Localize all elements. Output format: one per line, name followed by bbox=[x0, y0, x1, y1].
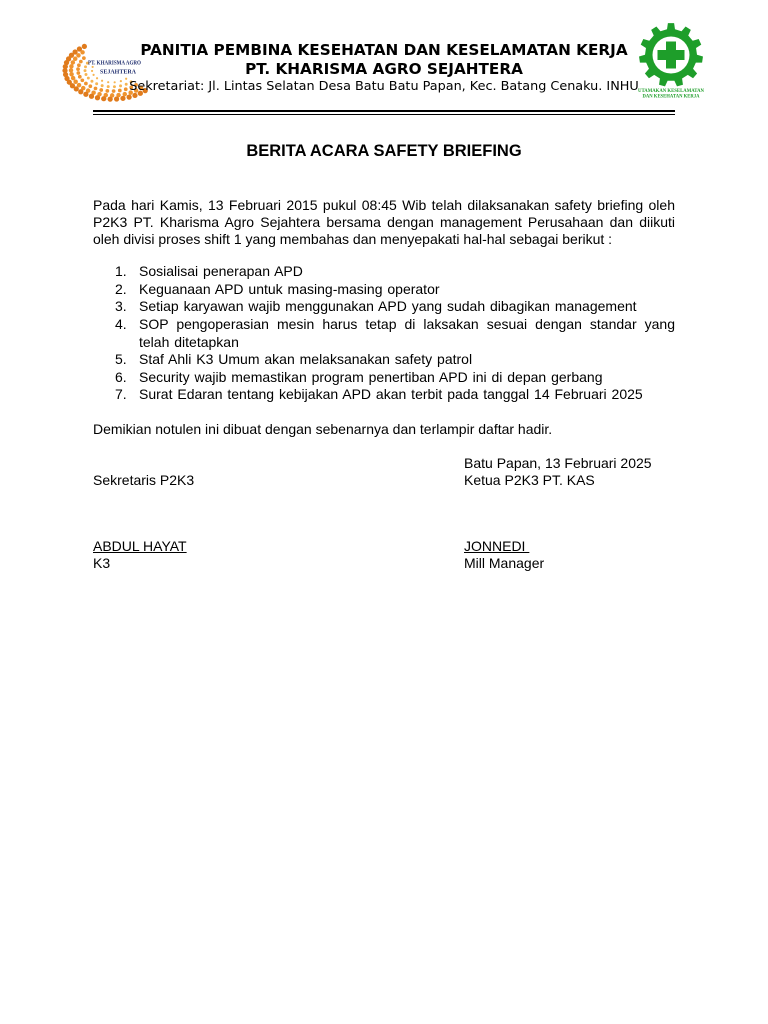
list-item-number: 7. bbox=[115, 386, 127, 403]
list-item bbox=[93, 298, 675, 316]
logo-dot bbox=[89, 94, 94, 99]
list-item bbox=[93, 281, 675, 299]
list-item bbox=[93, 369, 675, 387]
company-logo-text: PT. KHARISMA AGRO bbox=[88, 59, 141, 67]
committee-name: PANITIA PEMBINA KESEHATAN DAN KESELAMATAN KERJA bbox=[140, 41, 628, 59]
chairman-position: Mill Manager bbox=[464, 554, 545, 571]
k3-logo-slogan: UTAMAKAN KESELAMATAN bbox=[638, 89, 705, 94]
logo-dot bbox=[132, 93, 137, 98]
logo-dot bbox=[108, 97, 113, 102]
secretariat-address: Sekretariat: Jl. Lintas Selatan Desa Batu Batu Papan, Kec. Batang Cenaku. INHU bbox=[129, 78, 639, 94]
document-title: BERITA ACARA SAFETY BRIEFING bbox=[246, 142, 522, 160]
logo-dot bbox=[101, 96, 106, 101]
list-item-number: 1. bbox=[115, 263, 127, 280]
letterhead-divider bbox=[93, 110, 675, 112]
list-item-number: 3. bbox=[115, 298, 127, 315]
list-item-text: Surat Edaran tentang kebijakan APD akan terbit pada tanggal 14 Februari 2025 bbox=[139, 386, 643, 403]
list-item bbox=[93, 263, 675, 281]
list-item-text: Staf Ahli K3 Umum akan melaksanakan safety patrol bbox=[139, 351, 473, 368]
agenda-list bbox=[93, 263, 675, 404]
chairman-name: JONNEDI bbox=[464, 537, 530, 554]
list-item-text: Setiap karyawan wajib menggunakan APD yang sudah dibagikan management bbox=[139, 298, 637, 315]
letterhead-divider bbox=[93, 114, 675, 115]
intro-paragraph: Pada hari Kamis, 13 Februari 2015 pukul 08:45 Wib telah dilaksanakan safety briefing oleh P2K3 PT. Kharisma Agro Sejahtera bersama dengan management Perusahaan dan diikuti oleh divisi proses shift 1 yang membahas dan menyepakati hal-hal sebagai berikut : bbox=[93, 196, 675, 247]
list-item-number: 5. bbox=[115, 351, 127, 368]
company-name: PT. KHARISMA AGRO SEJAHTERA bbox=[245, 60, 523, 78]
list-item-text: Sosialisai penerapan APD bbox=[139, 263, 303, 280]
list-item-text: Security wajib memastikan program penertiban APD ini di depan gerbang bbox=[139, 368, 603, 385]
list-item-text: Keguanaan APD untuk masing-masing operator bbox=[139, 280, 440, 297]
list-item-number: 2. bbox=[115, 280, 127, 297]
logo-dot bbox=[95, 95, 100, 100]
list-item-text: SOP pengoperasian mesin harus tetap di laksakan sesuai dengan standar yang telah ditetapkan bbox=[139, 315, 675, 350]
secretary-role: Sekretaris P2K3 bbox=[93, 471, 195, 488]
k3-logo-slogan: DAN KESEHATAN KERJA bbox=[642, 94, 700, 100]
chairman-role: Ketua P2K3 PT. KAS bbox=[464, 471, 595, 488]
signature-place-date: Batu Papan, 13 Februari 2025 bbox=[464, 454, 652, 471]
company-logo-text: SEJAHTERA bbox=[100, 68, 137, 76]
logo-dot bbox=[120, 96, 125, 101]
list-item-number: 4. bbox=[115, 315, 127, 332]
closing-statement: Demikian notulen ini dibuat dengan sebenarnya dan terlampir daftar hadir. bbox=[93, 420, 553, 437]
logo-dot bbox=[127, 95, 132, 100]
list-item-number: 6. bbox=[115, 368, 127, 385]
secretary-position: K3 bbox=[93, 554, 111, 571]
list-item bbox=[93, 351, 675, 369]
secretary-name: ABDUL HAYAT bbox=[93, 537, 187, 554]
list-item bbox=[93, 386, 675, 404]
list-item bbox=[93, 316, 675, 351]
logo-dot bbox=[114, 96, 119, 101]
